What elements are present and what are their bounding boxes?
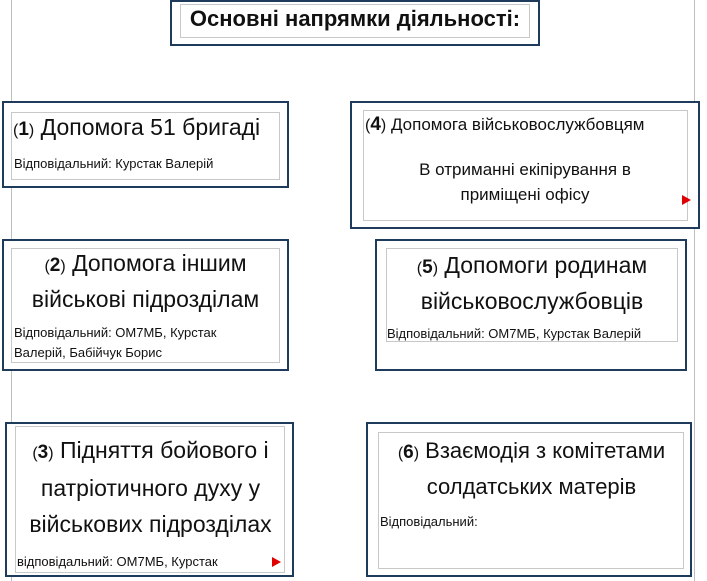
page-title: Основні напрямки діяльності: — [189, 6, 521, 31]
activity-number-3: (3) — [32, 442, 54, 463]
activity-responsible-1: Відповідальний: Курстак Валерій — [14, 156, 214, 171]
activity-box-5[interactable] — [375, 239, 687, 371]
right-margin-guide — [694, 0, 695, 581]
title-box — [170, 0, 540, 46]
activity-heading-2: (2) Допомога іншим військові підрозділам — [31, 250, 260, 312]
activity-box-2[interactable] — [2, 239, 289, 371]
activity-title-5: Допомоги родинам — [438, 252, 648, 278]
activity-heading-1 — [13, 111, 260, 147]
activity-title-2: Допомога іншим — [65, 250, 247, 276]
activity-heading-5: (5) Допомоги родинам військовослужбовців — [416, 252, 648, 314]
more-indicator-4[interactable] — [682, 195, 691, 205]
activity-box-1[interactable] — [2, 101, 289, 188]
activity-number-6: (6) — [397, 442, 420, 463]
activity-number-4: (4) — [365, 114, 387, 135]
activity-heading-4 — [365, 111, 645, 140]
activity-number-2: (2) — [44, 255, 66, 276]
activity-heading-6: (6) Взаємодія з комітетами солдатських матерів — [397, 438, 666, 499]
activity-title-1: Допомога 51 бригаді — [34, 114, 261, 140]
activity-responsible-6: Відповідальний: — [380, 514, 478, 529]
activity-title-6: Взаємодія з комітетами — [419, 438, 666, 463]
activity-responsible-2: Відповідальний: ОМ7МБ, Курстак Валерій, Бабійчук Борис — [14, 325, 217, 360]
activity-box-4[interactable] — [350, 101, 700, 229]
activity-description-4: В отриманні екіпірування в приміщені офісу — [419, 160, 631, 204]
more-indicator-3[interactable] — [272, 557, 281, 567]
activity-responsible-5: Відповідальний: ОМ7МБ, Курстак Валерій — [387, 326, 642, 341]
activity-number-5: (5) — [416, 257, 439, 278]
activity-responsible-3: відповідальний: ОМ7МБ, Курстак — [17, 554, 218, 569]
activity-number-1: (1) — [13, 119, 35, 140]
activity-title-3: Підняття бойового і — [53, 437, 269, 463]
activity-box-6[interactable] — [366, 422, 692, 577]
activity-box-3[interactable] — [5, 422, 294, 577]
activity-heading-3: (3) Підняття бойового і патріотичного духу у військових підрозділах — [29, 437, 272, 537]
activity-title-4: Допомога військовослужбовцям — [386, 115, 645, 134]
